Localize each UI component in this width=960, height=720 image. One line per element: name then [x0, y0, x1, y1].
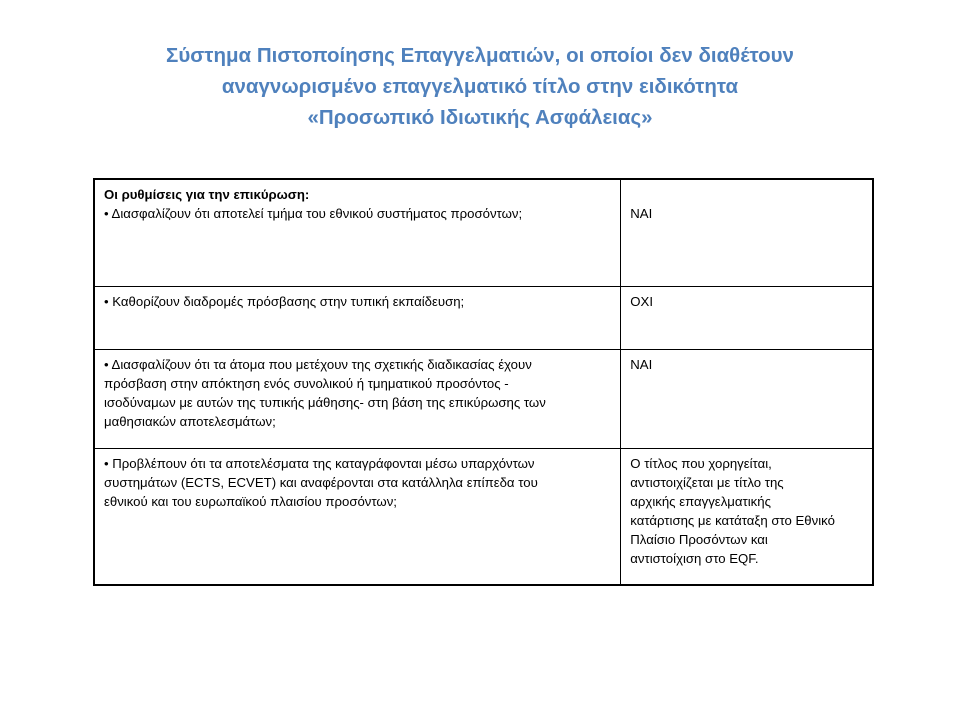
criterion-text: • Διασφαλίζουν ότι αποτελεί τμήμα του εθνικού συστήματος προσόντων;	[104, 206, 523, 221]
table-row	[94, 179, 873, 287]
answer-cell	[621, 350, 873, 449]
answer-text: αντιστοιχίζεται με τίτλο της	[630, 475, 784, 490]
criterion-text: συστημάτων (ECTS, ECVET) και αναφέρονται στα κατάλληλα επίπεδα του	[104, 475, 538, 490]
answer-text: αντιστοίχιση στο EQF.	[630, 551, 759, 566]
answer-text: ΝΑΙ	[630, 206, 653, 221]
answer-text: Πλαίσιο Προσόντων και	[630, 532, 768, 547]
answer-cell	[621, 179, 873, 287]
criterion-text: πρόσβαση στην απόκτηση ενός συνολικού ή τμηματικού προσόντος -	[104, 376, 509, 391]
answer-text: αρχικής επαγγελματικής	[630, 494, 771, 509]
answer-cell	[621, 449, 873, 586]
criterion-text: ισοδύναμων με αυτών της τυπικής μάθησης- στη βάση της επικύρωσης των	[104, 395, 546, 410]
table-heading: Οι ρυθμίσεις για την επικύρωση:	[104, 187, 310, 202]
criterion-cell	[94, 179, 621, 287]
title-line-3: «Προσωπικό Ιδιωτικής Ασφάλειας»	[307, 106, 653, 129]
answer-cell	[621, 287, 873, 350]
validation-criteria-table	[93, 178, 874, 586]
criterion-cell	[94, 287, 621, 350]
answer-text: κατάρτισης με κατάταξη στο Εθνικό	[630, 513, 835, 528]
criterion-text: • Προβλέπουν ότι τα αποτελέσματα της καταγράφονται μέσω υπαρχόντων	[104, 456, 535, 471]
criterion-text: εθνικού και του ευρωπαϊκού πλαισίου προσόντων;	[104, 494, 397, 509]
title-line-2: αναγνωρισμένο επαγγελματικό τίτλο στην ειδικότητα	[221, 75, 739, 98]
criterion-text: μαθησιακών αποτελεσμάτων;	[104, 414, 276, 429]
answer-text: ΝΑΙ	[630, 357, 653, 372]
table-row	[94, 350, 873, 449]
criterion-cell	[94, 350, 621, 449]
criterion-text: • Καθορίζουν διαδρομές πρόσβασης στην τυπική εκπαίδευση;	[104, 294, 465, 309]
table-row	[94, 449, 873, 586]
answer-text: ΟΧΙ	[630, 294, 653, 309]
answer-spacer	[630, 185, 864, 204]
criterion-cell	[94, 449, 621, 586]
title-line-1: Σύστημα Πιστοποίησης Επαγγελματιών, οι οποίοι δεν διαθέτουν	[166, 44, 794, 67]
table-row	[94, 287, 873, 350]
criterion-text: • Διασφαλίζουν ότι τα άτομα που μετέχουν της σχετικής διαδικασίας έχουν	[104, 357, 532, 372]
answer-text: Ο τίτλος που χορηγείται,	[630, 456, 772, 471]
slide-title	[60, 40, 900, 133]
